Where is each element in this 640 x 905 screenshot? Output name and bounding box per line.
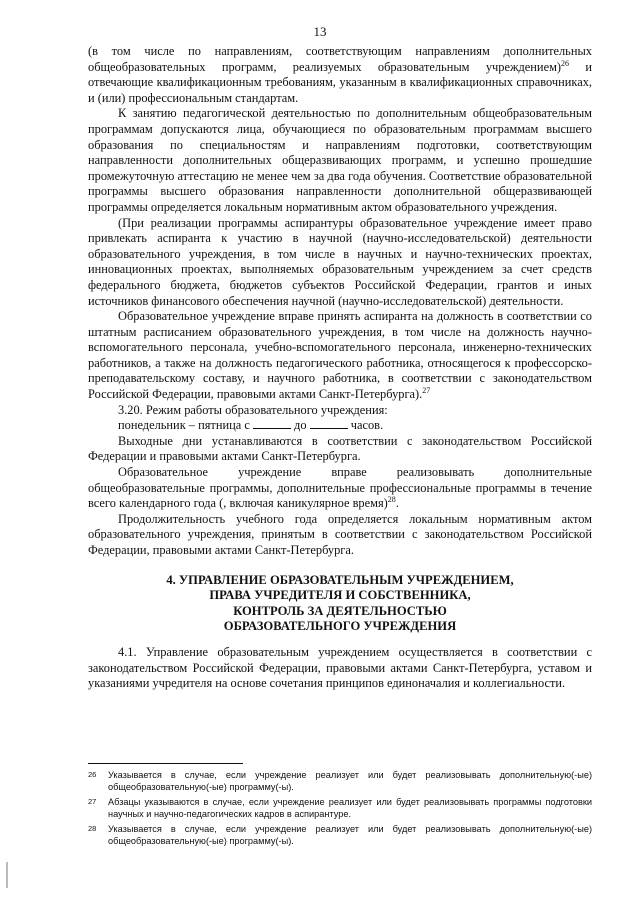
hours-to-blank[interactable] <box>310 418 348 429</box>
section-4-heading <box>88 573 592 635</box>
hours-text: часов. <box>347 418 384 433</box>
footnote-ref-26[interactable]: 26 <box>561 58 570 68</box>
paragraph-academic-year: Продолжительность учебного года определяется локальным нормативным актом образовательного учреждения, принятым в соответствии с законодательством Российской Федерации, правовыми актами Санкт-Петербурга. <box>88 511 592 557</box>
heading-line: ОБРАЗОВАТЕЛЬНОГО УЧРЕЖДЕНИЯ <box>223 619 457 634</box>
footnote-number: 26 <box>88 770 97 779</box>
footnote-number: 28 <box>88 824 97 833</box>
footnote-28 <box>88 823 592 847</box>
hours-text: до <box>290 418 310 433</box>
footnote-27 <box>88 796 592 820</box>
heading-line: ПРАВА УЧРЕДИТЕЛЯ И СОБСТВЕННИКА, <box>209 588 471 603</box>
clause-3-20: 3.20. Режим работы образовательного учреждения: <box>118 402 388 417</box>
paragraph-text: Образовательное учреждение вправе принять аспиранта на должность в соответствии со штатным расписанием образовательного учреждения, в том числе на должность научно-вспомогательного персонала, учебно-вспомогательного персонала, инженерно-технических работников, а также на должность педагогического работника, относящегося к профессорско-преподавательскому составу, и научного работника, в соответствии с законодательством Российской Федерации, правовыми актами Санкт-Петербурга). <box>88 309 592 402</box>
working-hours-line <box>88 418 592 434</box>
scan-margin-mark <box>6 862 8 888</box>
page-number: 13 <box>313 24 327 39</box>
footnote-text: Указывается в случае, если учреждение реализует или будет реализовывать дополнительную(-ые) общеобразовательную(-ые) программу(-ы). <box>108 824 592 846</box>
paragraph-days-off: Выходные дни устанавливаются в соответствии с законодательством Российской Федерации и правовыми актами Санкт-Петербурга. <box>88 433 592 464</box>
footnote-text: Абзацы указываются в случае, если учреждение реализует или будет реализовывать программы подготовки научных и научно-педагогических кадров в аспирантуре. <box>108 797 592 819</box>
footnote-ref-28[interactable]: 28 <box>387 495 396 505</box>
hours-text: понедельник – пятница с <box>118 418 253 433</box>
document-body <box>88 44 592 692</box>
footnote-number: 27 <box>88 797 97 806</box>
paragraph-postgraduate-employment <box>88 309 592 403</box>
footnote-26 <box>88 769 592 793</box>
heading-line: 4. УПРАВЛЕНИЕ ОБРАЗОВАТЕЛЬНЫМ УЧРЕЖДЕНИЕМ, <box>166 572 514 587</box>
paragraph-text: (в том числе по направлениям, соответствующим направлениям дополнительных общеобразовательных программ, реализуемых образовательным учреждением) <box>88 44 592 74</box>
clause-4-1: 4.1. Управление образовательным учреждением осуществляется в соответствии с законодательством Российской Федерации, правовыми актами Санкт-Петербурга, уставом и указаниями учредителя на основе сочетания принципов единоначалия и коллегиальности. <box>88 644 592 691</box>
footnote-divider <box>88 763 243 764</box>
paragraph-text: и отвечающие квалификационным требованиям, указанным в квалификационных справочниках, и (или) профессиональным стандартам. <box>88 59 593 105</box>
paragraph-year-round-programs <box>88 465 592 512</box>
footnotes <box>88 769 592 850</box>
paragraph-text: . <box>395 496 399 511</box>
paragraph-text: Образовательное учреждение вправе реализовывать дополнительные общеобразовательные программы, дополнительные профессиональные программы в течение всего календарного года (, включая каникулярное время) <box>88 465 592 511</box>
paragraph-teaching-admission: К занятию педагогической деятельностью по дополнительным общеобразовательным программам допускаются лица, обучающиеся по образовательным программам высшего образования по специальностям и направлениям подготовки, соответствующим направленности дополнительных общеразвивающих программ, и успешно прошедшие промежуточную аттестацию не менее чем за два года обучения. Соответствие образовательной программы высшего образования направленности дополнительной общеразвивающей программы определяется локальным нормативным актом образовательного учреждения. <box>88 106 592 214</box>
footnote-text: Указывается в случае, если учреждение реализует или будет реализовывать дополнительную(-ые) общеобразовательную(-ые) программу(-ы). <box>108 770 592 792</box>
footnote-ref-27[interactable]: 27 <box>422 385 431 395</box>
paragraph-staff-directions <box>88 44 592 106</box>
heading-line: КОНТРОЛЬ ЗА ДЕЯТЕЛЬНОСТЬЮ <box>233 603 447 618</box>
paragraph-postgraduate-research: (При реализации программы аспирантуры образовательное учреждение имеет право привлекать аспиранта к участию в научной (научно-исследовательской) деятельности образовательного учреждения, в том числе в научных и научно-технических проектах, инновационных проектах, выполняемых образовательным учреждением за счет средств федерального бюджета, бюджетов субъектов Российской Федерации, грантов и иных источников финансового обеспечения научной (научно-исследовательской) деятельности. <box>88 215 592 308</box>
hours-from-blank[interactable] <box>253 418 291 429</box>
